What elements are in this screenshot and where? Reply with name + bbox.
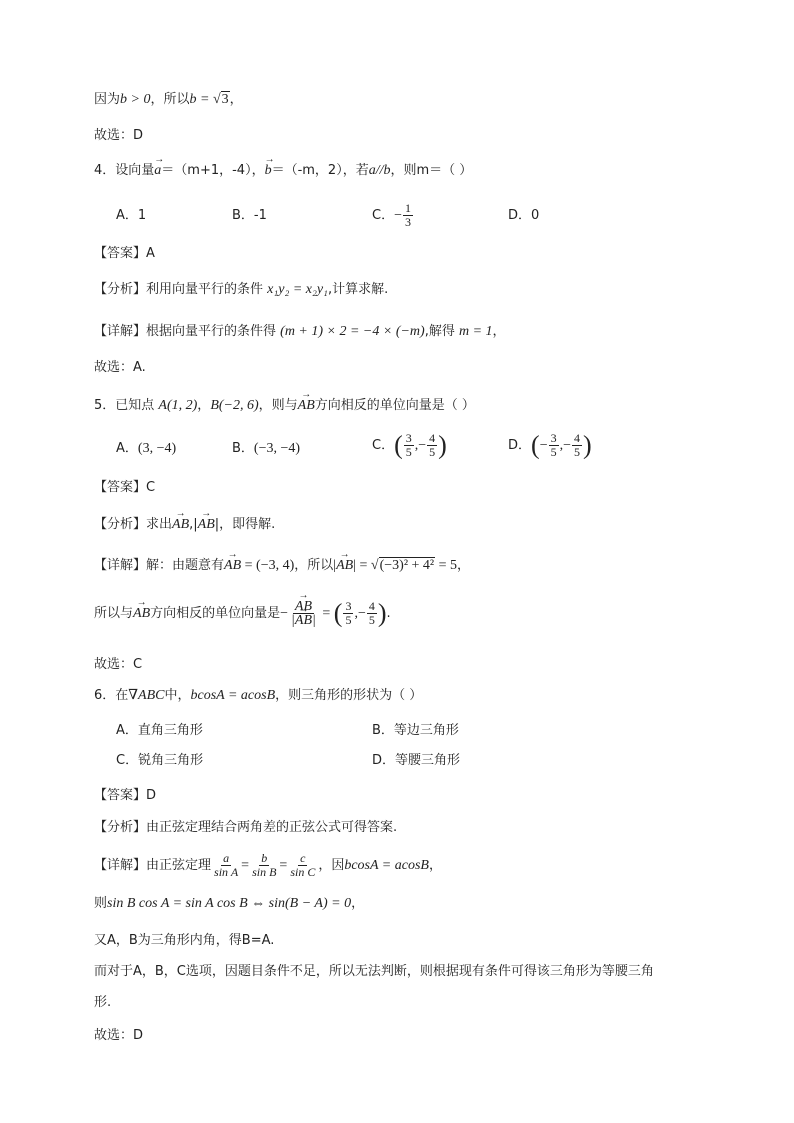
abs-bar: | — [333, 558, 337, 573]
answer — [94, 478, 155, 498]
tag: 【详解】 — [94, 558, 147, 573]
text: 则 — [94, 896, 108, 911]
fraction — [250, 852, 278, 879]
denominator: sin C — [290, 865, 316, 879]
detail-line: 形. — [94, 995, 112, 1010]
text: ， — [428, 858, 442, 873]
text: 方向相反的单位向量是 — [150, 606, 281, 621]
paren: ) — [438, 430, 447, 460]
detail — [94, 322, 506, 342]
option-a — [116, 439, 176, 459]
fraction — [289, 600, 318, 627]
text: ,计算求解. — [327, 282, 389, 297]
detail-line: 又A，B为三角形内角，得B=A. — [94, 933, 275, 948]
text: ，则m＝（ ） — [390, 163, 473, 178]
vector-ab: → AB — [198, 515, 215, 535]
math: A(1, 2) — [158, 398, 198, 413]
math: bcosA = acosB — [190, 688, 276, 703]
math: 3 — [221, 92, 229, 107]
vector-b: → b — [265, 161, 272, 181]
denominator: sin A — [214, 865, 239, 879]
numerator: a — [223, 851, 230, 865]
vector-ab: → AB — [224, 556, 241, 576]
text: C． — [372, 438, 395, 453]
text: ， — [197, 398, 211, 413]
math: (−3, −4) — [253, 441, 301, 456]
detail-line: 而对于A，B，C选项，因题目条件不足，所以无法判断，则根据现有条件可得该三角形为等腰三角 — [94, 964, 654, 979]
math: = (−3, 4) — [241, 558, 295, 573]
text: ， — [492, 324, 506, 339]
denominator: 5 — [574, 445, 580, 459]
text: B． — [232, 441, 254, 456]
sqrt-sign: √ — [212, 92, 221, 107]
vector-ab: → AB — [133, 604, 150, 624]
denominator: 5 — [429, 445, 436, 459]
denominator: 5 — [550, 445, 557, 459]
paren: ( — [333, 598, 343, 628]
detail — [94, 556, 470, 576]
option-d — [508, 432, 592, 459]
math: = 5 — [435, 558, 458, 573]
math: sin B cos A = sin A cos B ⇔ sin(B − A) = 0 — [107, 896, 352, 911]
text: 由正弦定理 — [146, 858, 212, 873]
fraction — [549, 432, 559, 459]
math: (m + 1) × 2 = −4 × (−m) — [280, 324, 425, 339]
numerator: 4 — [429, 431, 436, 445]
math: − — [394, 208, 402, 223]
math: (−3)² + 4² — [379, 558, 435, 573]
vector-a: → a — [154, 161, 161, 181]
vector-ab: → AB — [336, 556, 353, 576]
math: ∇ABC — [128, 688, 165, 703]
option-c — [372, 432, 447, 459]
math: ,− — [559, 438, 571, 453]
tag: 【详解】 — [94, 858, 147, 873]
fraction — [288, 852, 317, 879]
numerator: 3 — [550, 431, 557, 445]
text: 根据向量平行的条件得 — [146, 324, 281, 339]
text: ，则三角形的形状为（ ） — [275, 688, 423, 703]
text: ，所以 — [294, 558, 334, 573]
analysis — [94, 280, 388, 300]
numerator: b — [261, 851, 268, 865]
text: 4．设向量 — [94, 163, 155, 178]
option-a: A．直角三角形 — [116, 723, 203, 738]
fraction — [572, 432, 582, 459]
detail-line — [94, 600, 391, 627]
tag: 【分析】 — [94, 820, 147, 835]
math: ,− — [354, 606, 366, 621]
paren: ( — [531, 430, 540, 460]
text: 5．已知点 — [94, 398, 159, 413]
math: = — [318, 606, 334, 621]
detail-line — [94, 894, 364, 914]
text: ＝（-m，2），若 — [271, 163, 369, 178]
vector-ab: → AB — [172, 515, 189, 535]
text: ，所以 — [150, 92, 190, 107]
paren: ) — [377, 598, 387, 628]
fraction — [343, 600, 353, 627]
denominator: 5 — [345, 613, 352, 627]
text: 中， — [164, 688, 191, 703]
option-b — [232, 439, 300, 459]
text: ， — [351, 896, 365, 911]
text-line — [94, 90, 243, 110]
text: ＝（m+1，-4）， — [161, 163, 265, 178]
vector-ab: → AB — [298, 396, 315, 416]
option-c: C．锐角三角形 — [116, 753, 204, 768]
numerator: c — [300, 851, 306, 865]
numerator: → AB — [293, 600, 314, 614]
numerator: 4 — [368, 599, 375, 613]
math: x₁y₂ = x₂y₁ — [267, 282, 328, 297]
option-c — [372, 202, 414, 229]
answer-select: 故选：A. — [94, 360, 146, 375]
tag: 【分析】 — [94, 282, 147, 297]
text: ， — [229, 92, 243, 107]
tag: 【分析】 — [94, 517, 147, 532]
text: ， — [457, 558, 471, 573]
math: b > 0 — [120, 92, 151, 107]
fraction — [367, 600, 377, 627]
tag: 【答案】 — [94, 788, 147, 803]
option-b: B．等边三角形 — [372, 723, 459, 738]
text: 所以与 — [94, 606, 134, 621]
question-4 — [94, 161, 472, 181]
answer — [94, 786, 156, 806]
numerator: 4 — [574, 431, 580, 445]
denominator: |→ AB| — [289, 614, 318, 627]
text: 求出 — [146, 517, 173, 532]
text: C． — [372, 208, 395, 223]
answer-select: 故选：D — [94, 128, 144, 143]
text: 因为 — [94, 92, 121, 107]
tag: 【答案】 — [94, 480, 147, 495]
text: ，则与 — [258, 398, 298, 413]
answer-select: 故选：D — [94, 1028, 144, 1043]
fraction — [403, 202, 413, 229]
fraction — [404, 432, 414, 459]
math: bcosA = acosB — [344, 858, 429, 873]
answer-select: 故选：C — [94, 657, 143, 672]
detail — [94, 852, 442, 879]
text: . — [386, 606, 391, 621]
math: = √ — [356, 558, 379, 573]
text: 6．在 — [94, 688, 129, 703]
denominator: 5 — [368, 613, 375, 627]
text: 解：由题意有 — [146, 558, 225, 573]
math: − — [280, 606, 289, 621]
text: 利用向量平行的条件 — [146, 282, 268, 297]
paren: ) — [583, 430, 592, 460]
math: m = 1 — [458, 324, 493, 339]
text: A — [146, 246, 155, 261]
abs-bar: | — [353, 558, 357, 573]
tag: 【答案】 — [94, 246, 147, 261]
math: = — [241, 858, 250, 873]
text: |，即得解. — [214, 517, 276, 532]
text: ,| — [189, 517, 198, 532]
math: (3, −4) — [137, 441, 177, 456]
vector-ab: → AB — [295, 614, 312, 627]
question-6 — [94, 686, 422, 706]
fraction — [427, 432, 437, 459]
math: B(−2, 6) — [210, 398, 259, 413]
analysis — [94, 818, 397, 838]
option-d: D．0 — [508, 208, 540, 223]
text: A． — [116, 441, 138, 456]
text: D． — [508, 438, 532, 453]
denominator: sin B — [252, 865, 277, 879]
math: = — [279, 858, 288, 873]
denominator: 3 — [404, 215, 411, 229]
text: D — [146, 788, 157, 803]
text: 方向相反的单位向量是（ ） — [314, 398, 475, 413]
numerator: 3 — [405, 431, 412, 445]
option-b: B．-1 — [232, 208, 267, 223]
numerator: 1 — [404, 201, 411, 215]
text: ,解得 — [424, 324, 459, 339]
math: b = — [189, 92, 213, 107]
numerator: 3 — [345, 599, 352, 613]
text: C — [146, 480, 156, 495]
analysis — [94, 515, 275, 535]
option-d: D．等腰三角形 — [372, 753, 461, 768]
tag: 【详解】 — [94, 324, 147, 339]
answer — [94, 244, 155, 264]
text: 由正弦定理结合两角差的正弦公式可得答案. — [146, 820, 398, 835]
math: − — [539, 438, 548, 453]
text: ，因 — [318, 858, 345, 873]
denominator: 5 — [405, 445, 412, 459]
math: a//b — [368, 163, 391, 178]
paren: ( — [394, 430, 403, 460]
fraction — [212, 852, 240, 879]
math: ,− — [414, 438, 427, 453]
option-a: A．1 — [116, 208, 147, 223]
question-5 — [94, 396, 475, 416]
